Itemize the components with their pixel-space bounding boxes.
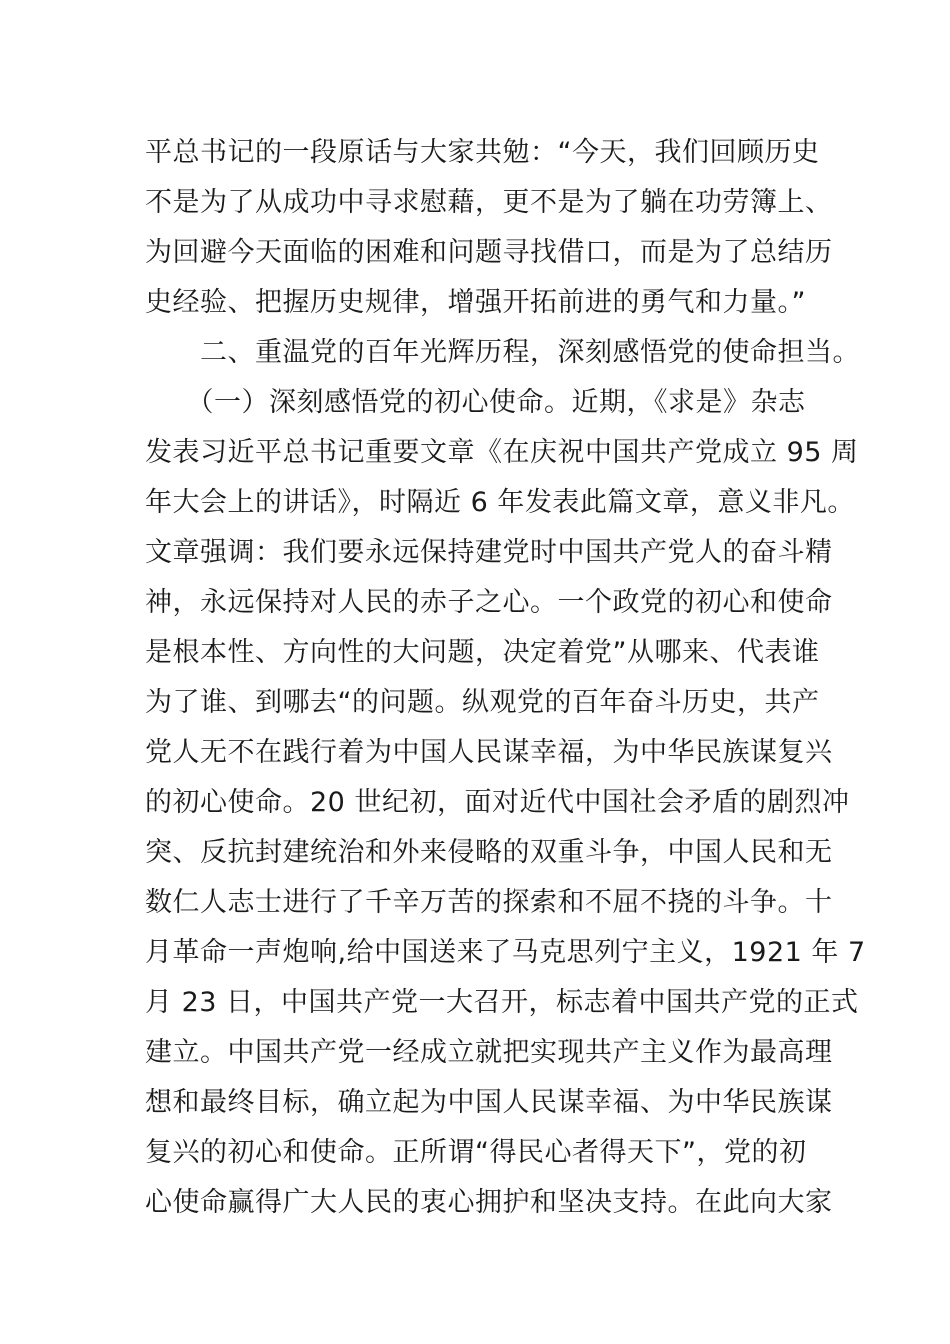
- text-line-19: 建立。中国共产党一经成立就把实现共产主义作为最高理: [145, 1037, 833, 1068]
- subsection-heading-1: （一）深刻感悟党的初心使命。近期，《求是》杂志: [145, 387, 806, 418]
- text-line-7: 发表习近平总书记重要文章《在庆祝中国共产党成立 95 周: [145, 437, 859, 468]
- text-line-4: 史经验、把握历史规律，增强开拓前进的勇气和力量。”: [145, 287, 806, 318]
- text-line-8: 年大会上的讲话》，时隔近 6 年发表此篇文章，意义非凡。: [145, 487, 855, 518]
- text-line-17: 月革命一声炮响,给中国送来了马克思列宁主义，1921 年 7: [145, 937, 866, 968]
- text-line-20: 想和最终目标，确立起为中国人民谋幸福、为中华民族谋: [145, 1087, 833, 1118]
- text-line-9: 文章强调：我们要永远保持建党时中国共产党人的奋斗精: [145, 537, 833, 568]
- text-line-1: 平总书记的一段原话与大家共勉：“今天，我们回顾历史: [145, 137, 820, 168]
- text-line-12: 为了谁、到哪去“的问题。纵观党的百年奋斗历史，共产: [145, 687, 820, 718]
- section-heading-2: 二、重温党的百年光辉历程，深刻感悟党的使命担当。: [145, 337, 860, 368]
- text-line-10: 神，永远保持对人民的赤子之心。一个政党的初心和使命: [145, 587, 833, 618]
- text-line-15: 突、反抗封建统治和外来侵略的双重斗争，中国人民和无: [145, 837, 833, 868]
- text-line-14: 的初心使命。20 世纪初，面对近代中国社会矛盾的剧烈冲: [145, 787, 850, 818]
- text-line-18: 月 23 日，中国共产党一大召开，标志着中国共产党的正式: [145, 987, 859, 1018]
- text-line-16: 数仁人志士进行了千辛万苦的探索和不屈不挠的斗争。十: [145, 887, 833, 918]
- text-line-11: 是根本性、方向性的大问题，决定着党”从哪来、代表谁: [145, 637, 820, 668]
- text-line-13: 党人无不在践行着为中国人民谋幸福，为中华民族谋复兴: [145, 737, 833, 768]
- text-line-21: 复兴的初心和使命。正所谓“得民心者得天下”，党的初: [145, 1137, 807, 1168]
- text-line-3: 为回避今天面临的困难和问题寻找借口，而是为了总结历: [145, 237, 833, 268]
- text-line-22: 心使命赢得广大人民的衷心拥护和坚决支持。在此向大家: [145, 1187, 833, 1218]
- text-line-2: 不是为了从成功中寻求慰藉，更不是为了躺在功劳簿上、: [145, 187, 833, 218]
